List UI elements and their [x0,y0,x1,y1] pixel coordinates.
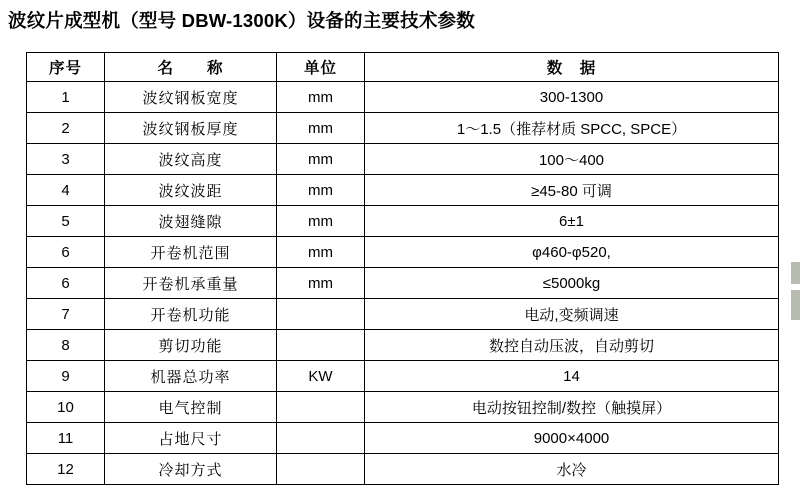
header-cell-unit: 单位 [277,53,365,82]
scrollbar-mark-upper [791,262,800,284]
row-no: 9 [27,361,105,392]
row-no: 6 [27,237,105,268]
table-row [27,237,779,268]
row-name: 波翅缝隙 [105,206,277,237]
row-unit [277,330,365,361]
technical-parameters-table [26,52,779,485]
row-value: ≥45-80 可调 [365,175,779,206]
table-row [27,82,779,113]
table-row [27,113,779,144]
row-unit [277,392,365,423]
row-unit: mm [277,175,365,206]
header-cell-no: 序号 [27,53,105,82]
table-row [27,144,779,175]
page-title: 波纹片成型机（型号 DBW-1300K）设备的主要技术参数 [8,10,475,31]
row-value: 6±1 [365,206,779,237]
table-row [27,175,779,206]
row-value: 300-1300 [365,82,779,113]
row-value: 9000×4000 [365,423,779,454]
row-no: 12 [27,454,105,485]
row-unit: mm [277,237,365,268]
row-unit: mm [277,144,365,175]
row-unit: mm [277,82,365,113]
row-unit: KW [277,361,365,392]
row-name: 波纹钢板宽度 [105,82,277,113]
row-value: 电动,变频调速 [365,299,779,330]
row-no: 3 [27,144,105,175]
row-value: 数控自动压波，自动剪切 [365,330,779,361]
table-row [27,361,779,392]
row-no: 5 [27,206,105,237]
row-unit [277,299,365,330]
row-name: 波纹钢板厚度 [105,113,277,144]
row-unit: mm [277,268,365,299]
table-row [27,392,779,423]
row-no: 4 [27,175,105,206]
row-no: 2 [27,113,105,144]
row-name: 开卷机功能 [105,299,277,330]
table-row [27,206,779,237]
row-no: 6 [27,268,105,299]
row-no: 10 [27,392,105,423]
row-value: 1～1.5（推荐材质 SPCC, SPCE） [365,113,779,144]
row-unit: mm [277,206,365,237]
row-no: 1 [27,82,105,113]
row-value: 电动按钮控制/数控（触摸屏） [365,392,779,423]
row-no: 11 [27,423,105,454]
row-name: 电气控制 [105,392,277,423]
row-value: ≤5000kg [365,268,779,299]
scrollbar-mark-lower [791,290,800,320]
row-value: φ460-φ520, [365,237,779,268]
row-name: 波纹高度 [105,144,277,175]
row-unit [277,454,365,485]
row-name: 开卷机承重量 [105,268,277,299]
row-name: 冷却方式 [105,454,277,485]
row-unit [277,423,365,454]
row-name: 开卷机范围 [105,237,277,268]
table-row [27,423,779,454]
table-row [27,330,779,361]
header-cell-name: 名 称 [105,53,277,82]
scrollbar-remnant[interactable] [791,262,800,322]
row-name: 占地尺寸 [105,423,277,454]
row-value: 水冷 [365,454,779,485]
table-row [27,299,779,330]
row-unit: mm [277,113,365,144]
table-row [27,268,779,299]
header-cell-value: 数 据 [365,53,779,82]
row-no: 7 [27,299,105,330]
row-value: 14 [365,361,779,392]
table-header-row [27,53,779,82]
row-value: 100～400 [365,144,779,175]
table-row [27,454,779,485]
row-name: 波纹波距 [105,175,277,206]
row-name: 机器总功率 [105,361,277,392]
row-no: 8 [27,330,105,361]
row-name: 剪切功能 [105,330,277,361]
